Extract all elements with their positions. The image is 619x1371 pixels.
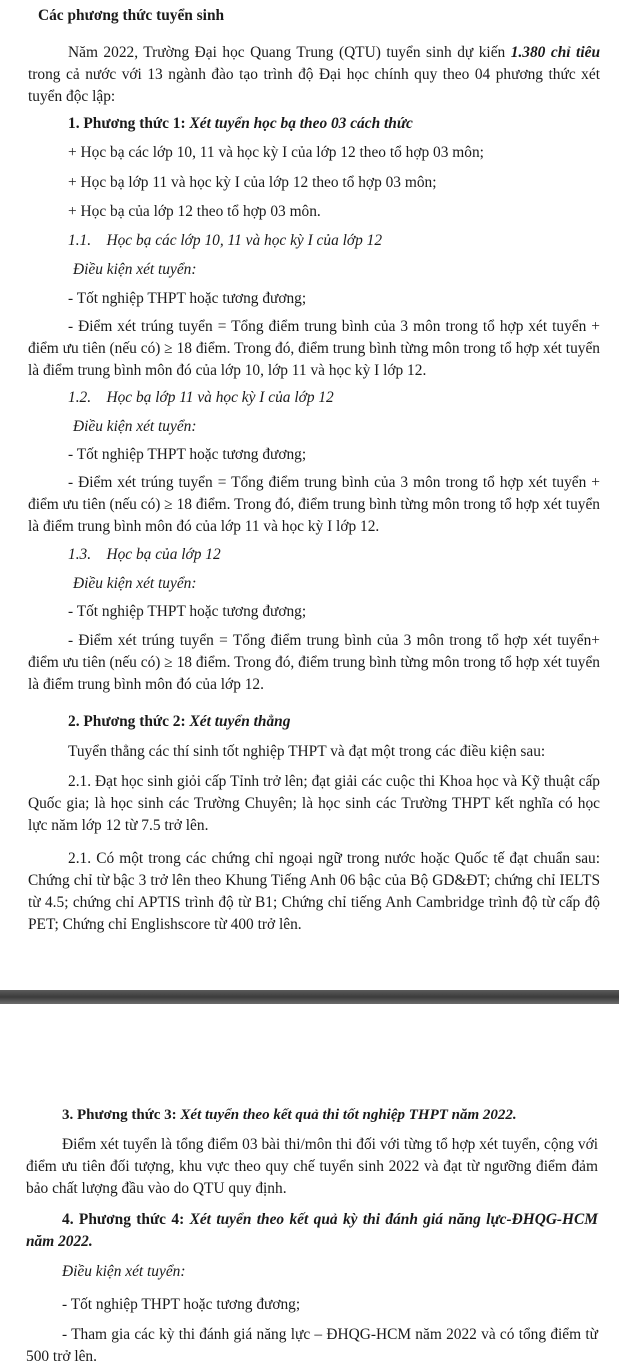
section-heading: Các phương thức tuyển sinh	[38, 7, 225, 24]
method-2-item-1: 2.1. Đạt học sinh giỏi cấp Tỉnh trở lên; đạt giải các cuộc thi Khoa học và Kỹ thuật cấp Quốc gia; là học sinh các Trường Chuyên; là học sinh các Trường THPT kết nghĩa có học lực năm lớp 12 từ 7.5 trở lên.	[28, 773, 600, 834]
subsection-1-1-score: - Điểm xét trúng tuyển = Tổng điểm trung bình của 3 môn trong tổ hợp xét tuyển + điểm ưu tiên (nếu có) ≥ 18 điểm. Trong đó, điểm trung bình từng môn trong tổ hợp xét tuyển là điểm trung bình môn đó của lớp 10, lớp 11 và học kỳ I lớp 12.	[28, 318, 600, 379]
page-divider	[0, 990, 619, 1004]
subsection-1-3-title: 1.3. Học bạ của lớp 12	[68, 546, 221, 563]
condition-label: Điều kiện xét tuyển:	[73, 261, 197, 278]
condition-label: Điều kiện xét tuyển:	[73, 418, 197, 435]
method-4-title: 4. Phương thức 4: Xét tuyển theo kết quả kỳ thi đánh giá năng lực-ĐHQG-HCM năm 2022.	[26, 1211, 598, 1250]
subsection-1-3-score: - Điểm xét trúng tuyển = Tổng điểm trung bình của 3 môn trong tổ hợp xét tuyển+ điểm ưu tiên (nếu có) ≥ 18 điểm. Trong đó, điểm trung bình từng môn trong tổ hợp xét tuyển là điểm trung bình môn đó của lớp 12.	[28, 632, 600, 693]
condition-graduation: - Tốt nghiệp THPT hoặc tương đương;	[68, 446, 307, 463]
intro-paragraph: Năm 2022, Trường Đại học Quang Trung (QTU) tuyển sinh dự kiến 1.380 chỉ tiêu trong cả nước với 13 ngành đào tạo trình độ Đại học chính quy theo 04 phương thức xét tuyển độc lập:	[28, 44, 601, 105]
method-3-body: Điểm xét tuyển là tổng điểm 03 bài thi/môn thi đối với từng tổ hợp xét tuyển, cộng với điểm ưu tiên đối tượng, khu vực theo quy chế tuyển sinh 2022 và đạt từ ngưỡng điểm đảm bảo chất lượng đầu vào do QTU quy định.	[26, 1136, 598, 1197]
method-2-item-2: 2.1. Có một trong các chứng chỉ ngoại ngữ trong nước hoặc Quốc tế đạt chuẩn sau: Chứng chỉ từ bậc 3 trở lên theo Khung Tiếng Anh 06 bậc của Bộ GD&ĐT; chứng chỉ IELTS từ 4.5; chứng chỉ APTIS trình độ từ B1; Chứng chỉ tiếng Anh Cambridge trình độ từ cấp độ PET; Chứng chỉ Englishscore từ 400 trở lên.	[28, 850, 600, 933]
method-1-item: + Học bạ lớp 11 và học kỳ I của lớp 12 theo tổ hợp 03 môn;	[68, 174, 437, 191]
subsection-1-1-title: 1.1. Học bạ các lớp 10, 11 và học kỳ I của lớp 12	[68, 232, 383, 249]
method-2-intro: Tuyển thẳng các thí sinh tốt nghiệp THPT và đạt một trong các điều kiện sau:	[68, 743, 546, 760]
method-3-title: 3. Phương thức 3: Xét tuyển theo kết quả thi tốt nghiệp THPT năm 2022.	[62, 1107, 517, 1123]
condition-graduation: - Tốt nghiệp THPT hoặc tương đương;	[68, 290, 307, 307]
condition-graduation: - Tốt nghiệp THPT hoặc tương đương;	[68, 603, 307, 620]
condition-graduation: - Tốt nghiệp THPT hoặc tương đương;	[62, 1296, 301, 1313]
method-1-title: 1. Phương thức 1: Xét tuyển học bạ theo 03 cách thức	[68, 115, 413, 132]
subsection-1-2-title: 1.2. Học bạ lớp 11 và học kỳ I của lớp 12	[68, 389, 334, 406]
subsection-1-2-score: - Điểm xét trúng tuyển = Tổng điểm trung bình của 3 môn trong tổ hợp xét tuyển + điểm ưu tiên (nếu có) ≥ 18 điểm. Trong đó, điểm trung bình từng môn trong tổ hợp xét tuyển là điểm trung bình môn đó của lớp 11 và học kỳ I lớp 12.	[28, 474, 600, 535]
condition-label: Điều kiện xét tuyển:	[73, 575, 197, 592]
method-2-title: 2. Phương thức 2: Xét tuyển thẳng	[68, 713, 291, 730]
method-1-item: + Học bạ các lớp 10, 11 và học kỳ I của lớp 12 theo tổ hợp 03 môn;	[68, 144, 484, 161]
method-4-exam-condition: - Tham gia các kỳ thi đánh giá năng lực – ĐHQG-HCM năm 2022 và có tổng điểm từ 500 trở lên.	[26, 1326, 598, 1365]
document-page-2	[0, 1004, 619, 1371]
method-1-item: + Học bạ của lớp 12 theo tổ hợp 03 môn.	[68, 203, 321, 220]
condition-label: Điều kiện xét tuyển:	[62, 1263, 186, 1280]
